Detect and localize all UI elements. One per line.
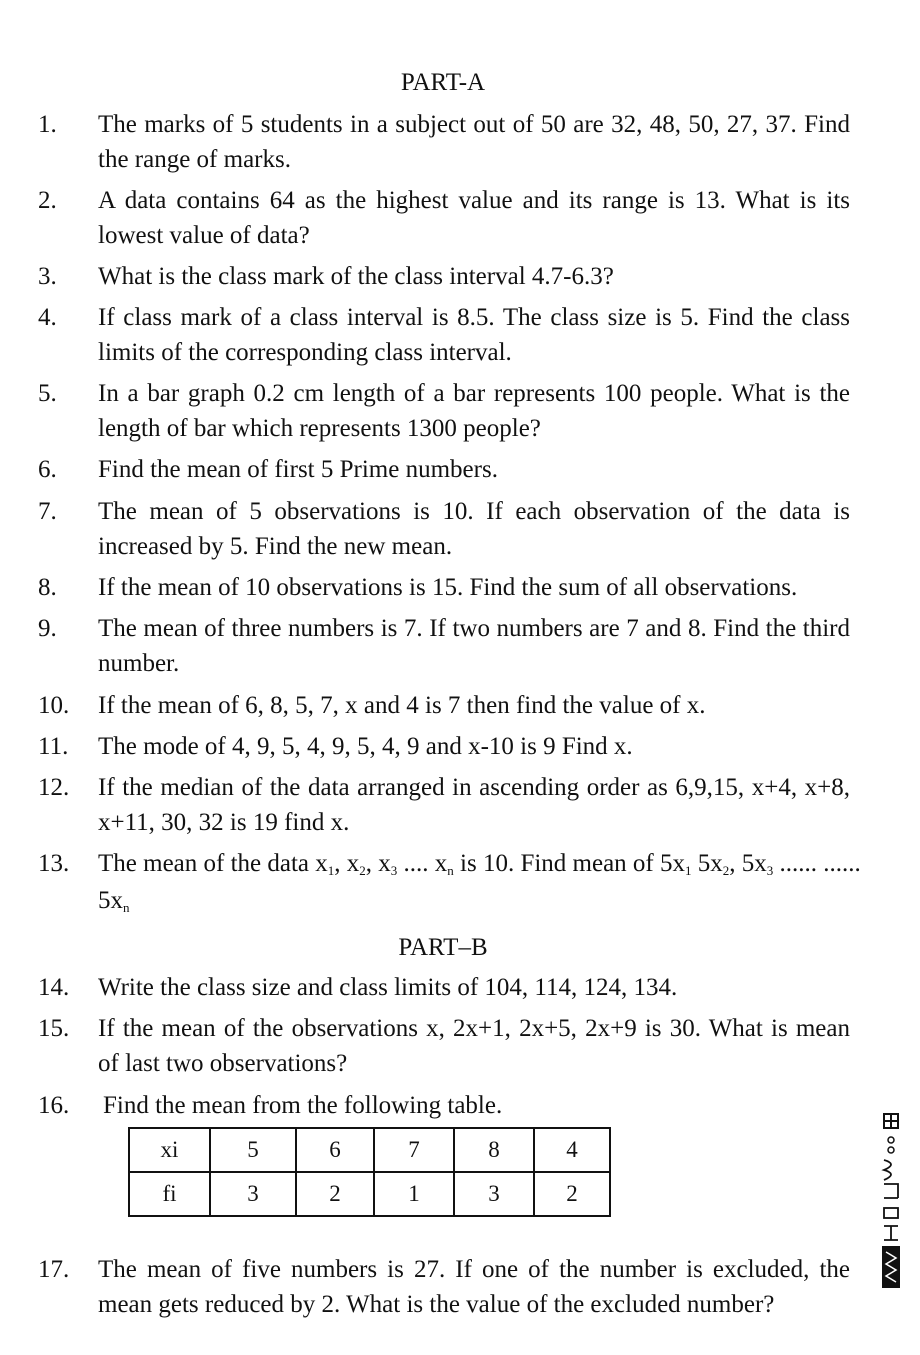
subscript: 2 <box>722 863 730 878</box>
question-number: 7. <box>38 498 57 525</box>
text-fragment: ...... ...... <box>773 850 861 877</box>
question-text: The mean of 5 observations is 10. If each observation of the data is increased by 5. Find the new mean. <box>98 498 850 560</box>
question-text: The mean of five numbers is 27. If one of the number is excluded, the mean gets reduced by 2. What is the value of the excluded number? <box>98 1256 850 1318</box>
frequency-table <box>128 1127 611 1217</box>
subscript: n <box>123 900 130 915</box>
text-fragment: 5x <box>98 887 123 914</box>
question-number: 8. <box>38 574 57 601</box>
question-number: 14. <box>38 974 70 1001</box>
text-fragment: 5x <box>691 850 723 877</box>
table-cell: 1 <box>374 1172 454 1216</box>
question-text: The mean of three numbers is 7. If two numbers are 7 and 8. Find the third number. <box>98 615 850 677</box>
text-fragment: , x <box>334 850 360 877</box>
subscript: 2 <box>359 863 366 878</box>
question-number: 10. <box>38 692 70 719</box>
subscript: 1 <box>327 863 335 878</box>
question-number: 17. <box>38 1256 70 1283</box>
question-text: In a bar graph 0.2 cm length of a bar represents 100 people. What is the length of bar which represents 1300 people? <box>98 380 850 442</box>
table-header-cell: xi <box>129 1128 210 1172</box>
subscript: n <box>447 863 454 878</box>
table-header-cell: fi <box>129 1172 210 1216</box>
subscript: 3 <box>390 863 398 878</box>
question-number: 3. <box>38 263 57 290</box>
question-text: Write the class size and class limits of 104, 114, 124, 134. <box>98 974 678 1001</box>
question-13-line-1 <box>98 846 861 881</box>
question-number: 15. <box>38 1015 70 1042</box>
question-13-line-2 <box>98 883 850 918</box>
question-text: What is the class mark of the class interval 4.7-6.3? <box>98 263 614 290</box>
question-text: If class mark of a class interval is 8.5. The class size is 5. Find the class limits of the corresponding class interval. <box>98 304 850 366</box>
table-cell: 3 <box>454 1172 534 1216</box>
table-cell: 6 <box>296 1128 374 1172</box>
table-cell: 5 <box>210 1128 296 1172</box>
question-number: 1. <box>38 111 57 138</box>
table-cell: 8 <box>454 1128 534 1172</box>
table-cell: 7 <box>374 1128 454 1172</box>
part-a-heading: PART-A <box>400 69 486 96</box>
question-text <box>98 846 861 918</box>
subscript: 3 <box>766 863 774 878</box>
question-text: If the mean of 10 observations is 15. Find the sum of all observations. <box>98 574 798 601</box>
question-number: 2. <box>38 187 57 214</box>
question-text: If the mean of 6, 8, 5, 7, x and 4 is 7 then find the value of x. <box>98 692 706 719</box>
part-b-heading: PART–B <box>398 934 488 961</box>
table-row-fi <box>129 1172 610 1216</box>
question-number: 11. <box>38 733 69 760</box>
subscript: 1 <box>685 863 692 878</box>
question-text: If the median of the data arranged in ascending order as 6,9,15, x+4, x+8, x+11, 30, 32 is 19 find x. <box>98 774 850 836</box>
table-cell: 4 <box>534 1128 610 1172</box>
question-number: 5. <box>38 380 57 407</box>
table-cell: 2 <box>534 1172 610 1216</box>
question-number: 16. <box>38 1092 70 1119</box>
question-text: If the mean of the observations x, 2x+1, 2x+5, 2x+9 is 30. What is mean of last two observations? <box>98 1015 850 1077</box>
question-text: Find the mean of first 5 Prime numbers. <box>98 456 498 483</box>
sideways-stamp-icon <box>862 1112 912 1292</box>
text-fragment: , x <box>365 850 391 877</box>
question-text: The mode of 4, 9, 5, 4, 9, 5, 4, 9 and x-10 is 9 Find x. <box>98 733 633 760</box>
question-number: 4. <box>38 304 57 331</box>
text-fragment: The mean of the data x <box>98 850 328 877</box>
question-number: 9. <box>38 615 57 642</box>
question-number: 6. <box>38 456 57 483</box>
question-number: 13. <box>38 850 70 877</box>
question-text: Find the mean from the following table. <box>103 1092 503 1119</box>
question-text: A data contains 64 as the highest value and its range is 13. What is its lowest value of data? <box>98 187 850 249</box>
text-fragment: is 10. Find mean of 5x <box>453 850 686 877</box>
table-row-xi <box>129 1128 610 1172</box>
table-cell: 2 <box>296 1172 374 1216</box>
text-fragment: , 5x <box>729 850 767 877</box>
table-cell: 3 <box>210 1172 296 1216</box>
question-number: 12. <box>38 774 70 801</box>
question-text: The marks of 5 students in a subject out of 50 are 32, 48, 50, 27, 37. Find the range of marks. <box>98 111 850 173</box>
text-fragment: .... x <box>397 850 448 877</box>
